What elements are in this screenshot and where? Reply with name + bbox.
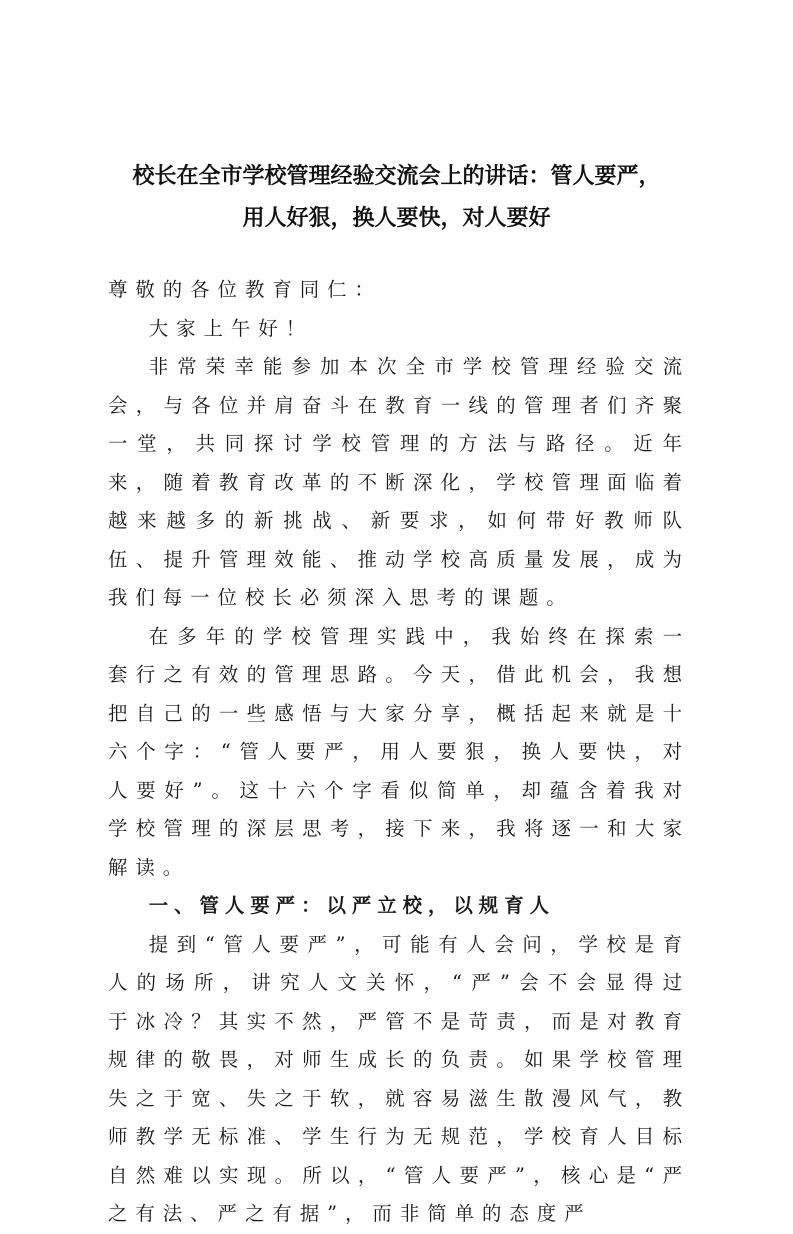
document-title xyxy=(60,155,733,239)
title-line-2: 用人好狠，换人要快，对人要好 xyxy=(242,205,551,231)
title-line-1: 校长在全市学校管理经验交流会上的讲话：管人要严， xyxy=(132,163,661,189)
section-heading-1: 一、管人要严：以严立校，以规育人 xyxy=(148,894,555,917)
paragraph-intro: 非常荣幸能参加本次全市学校管理经验交流会，与各位并肩奋斗在教育一线的管理者们齐聚一堂，共同探讨学校管理的方法与路径。近年来，随着教育改革的不断深化，学校管理面临着越来越多的新挑战、新要求，如何带好教师队伍、提升管理效能、推动学校高质量发展，成为我们每一位校长必须深入思考的课题。 xyxy=(108,355,690,609)
salutation: 尊敬的各位教育同仁： xyxy=(108,278,382,301)
section-1-paragraph: 提到“管人要严”，可能有人会问，学校是育人的场所，讲究人文关怀，“严”会不会显得过于冰冷？其实不然，严管不是苛责，而是对教育规律的敬畏，对师生成长的负责。如果学校管理失之于宽、失之于软，就容易滋生散漫风气，教师教学无标准、学生行为无规范，学校育人目标自然难以实现。所以，“管人要严”，核心是“严之有法、严之有据”，而非简单的态度严 xyxy=(108,932,690,1225)
document-body xyxy=(108,271,690,1234)
paragraph-sixteen-words: 在多年的学校管理实践中，我始终在探索一套行之有效的管理思路。今天，借此机会，我想把自己的一些感悟与大家分享，概括起来就是十六个字：“管人要严，用人要狠，换人要快，对人要好”。这十六个字看似简单，却蕴含着我对学校管理的深层思考，接下来，我将逐一和大家解读。 xyxy=(108,624,690,879)
greeting: 大家上午好！ xyxy=(148,316,314,340)
